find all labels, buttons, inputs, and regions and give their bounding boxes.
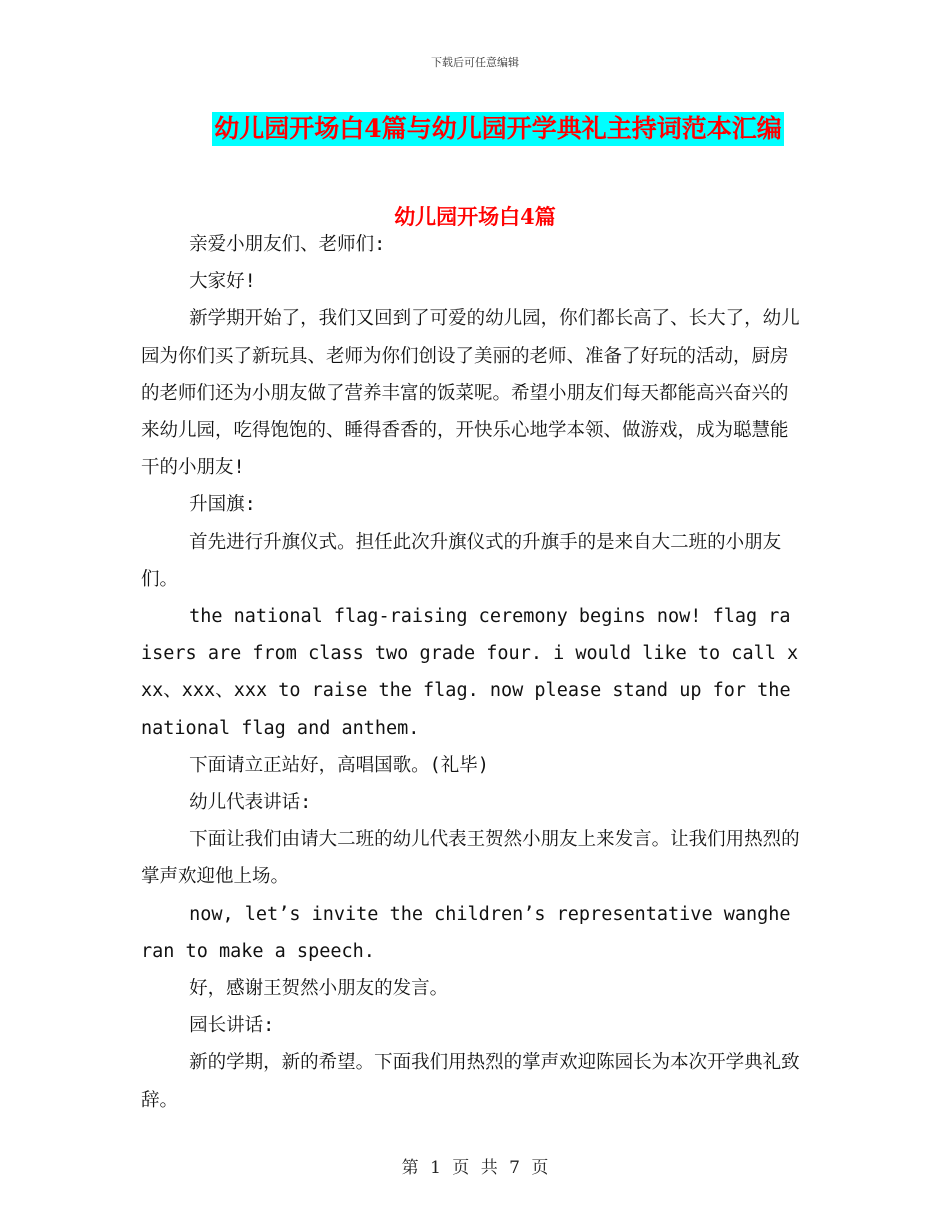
section-title: 幼儿园开场白4篇 (394, 204, 556, 229)
paragraph-flag-ceremony: 首先进行升旗仪式。担任此次升旗仪式的升旗手的是来自大二班的小朋友们。 (141, 531, 782, 590)
paragraph-child-rep: 下面让我们由请大二班的幼儿代表王贺然小朋友上来发言。让我们用热烈的掌声欢迎他上场。 (141, 829, 800, 888)
page-header-note: 下载后可任意编辑 (431, 56, 519, 69)
paragraph-principal: 新的学期，新的希望。下面我们用热烈的掌声欢迎陈园长为本次开学典礼致辞。 (141, 1052, 800, 1111)
paragraph-greeting: 亲爱小朋友们、老师们: (189, 234, 386, 255)
paragraph-new-term: 新学期开始了，我们又回到了可爱的幼儿园，你们都长高了、长大了，幼儿园为你们买了新玩具、老师为你们创设了美丽的老师、准备了好玩的活动，厨房的老师们还为小朋友做了营养丰富的饭菜呢。希望小朋友们每天都能高兴奋兴的来幼儿园，吃得饱饱的、睡得香香的，开快乐心地学本领、做游戏，成为聪慧能干的小朋友! (141, 308, 800, 479)
document-title-container (0, 112, 950, 146)
paragraph-principal-heading: 园长讲话: (189, 1015, 275, 1037)
paragraph-flag-heading: 升国旗: (189, 494, 256, 516)
page-number: 第 1 页 共 7 页 (401, 1158, 549, 1178)
paragraph-child-rep-heading: 幼儿代表讲话: (189, 792, 312, 814)
paragraph-thanks: 好，感谢王贺然小朋友的发言。 (189, 978, 449, 1000)
document-title: 幼儿园开场白4篇与幼儿园开学典礼主持词范本汇编 (212, 112, 783, 146)
paragraph-child-rep-english: now, let’s invite the children’s representative wangheran to make a speech. (141, 903, 791, 962)
paragraph-flag-english: the national flag-raising ceremony begins now! flag raisers are from class two grade four. i would like to call xxx、xxx、xxx to raise the flag. now please stand up for the national flag and anthem. (141, 606, 799, 739)
paragraph-hello: 大家好! (189, 271, 256, 293)
document-body (141, 226, 801, 1119)
paragraph-anthem: 下面请立正站好，高唱国歌。(礼毕) (189, 754, 489, 776)
